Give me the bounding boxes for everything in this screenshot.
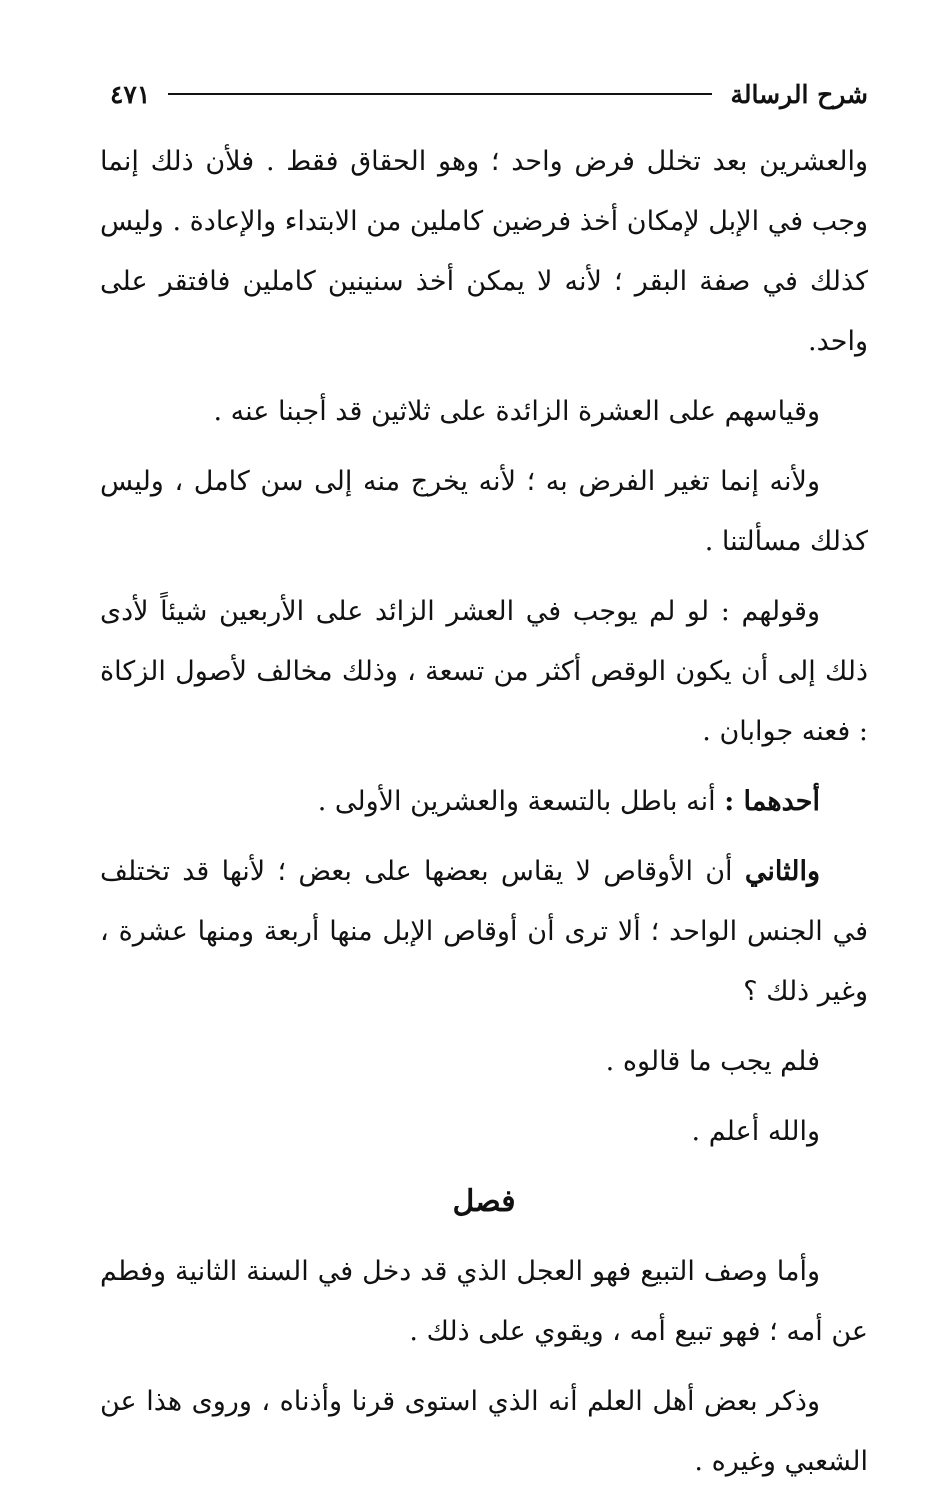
page-number: ٤٧١ bbox=[110, 79, 151, 109]
paragraph-6-text: أن الأوقاص لا يقاس بعضها على بعض ؛ لأنها قد تختلف في الجنس الواحد ؛ ألا ترى أن أوقاص الإبل منها أربعة ومنها عشرة ، وغير ذلك ؟ bbox=[100, 856, 868, 1007]
paragraph-4: وقولهم : لو لم يوجب في العشر الزائد على الأربعين شيئاً لأدى ذلك إلى أن يكون الوقص أكثر من تسعة ، وذلك مخالف لأصول الزكاة : فعنه جوابان . bbox=[100, 596, 868, 747]
running-title: شرح الرسالة bbox=[730, 79, 868, 109]
section-heading: فصل bbox=[452, 1184, 516, 1219]
paragraph-1: والعشرين بعد تخلل فرض واحد ؛ وهو الحقاق فقط . فلأن ذلك إنما وجب في الإبل لإمكان أخذ فرضين كاملين من الابتداء والإعادة . وليس كذلك في صفة البقر ؛ لأنه لا يمكن أخذ سنينين كاملين فافتقر على واحد. bbox=[100, 146, 868, 357]
body-text bbox=[100, 132, 868, 1502]
paragraph-6 bbox=[100, 842, 868, 1022]
paragraph-3: ولأنه إنما تغير الفرض به ؛ لأنه يخرج منه إلى سن كامل ، وليس كذلك مسألتنا . bbox=[100, 466, 868, 557]
paragraph-5-lead: أحدهما : bbox=[724, 786, 820, 817]
paragraph-5-text: أنه باطل بالتسعة والعشرين الأولى . bbox=[317, 786, 725, 817]
paragraph-6-lead: والثاني bbox=[744, 856, 820, 887]
header-rule bbox=[168, 93, 712, 95]
paragraph-5 bbox=[100, 772, 868, 832]
paragraph-2: وقياسهم على العشرة الزائدة على ثلاثين قد أجبنا عنه . bbox=[213, 396, 820, 427]
paragraph-7: فلم يجب ما قالوه . bbox=[605, 1046, 820, 1077]
paragraph-8: والله أعلم . bbox=[691, 1116, 820, 1147]
paragraph-10: وذكر بعض أهل العلم أنه الذي استوى قرنا وأذناه ، وروى هذا عن الشعبي وغيره . bbox=[100, 1386, 868, 1477]
page-header bbox=[110, 74, 868, 114]
paragraph-9: وأما وصف التبيع فهو العجل الذي قد دخل في السنة الثانية وفطم عن أمه ؛ فهو تبيع أمه ، ويقوي على ذلك . bbox=[100, 1256, 868, 1347]
